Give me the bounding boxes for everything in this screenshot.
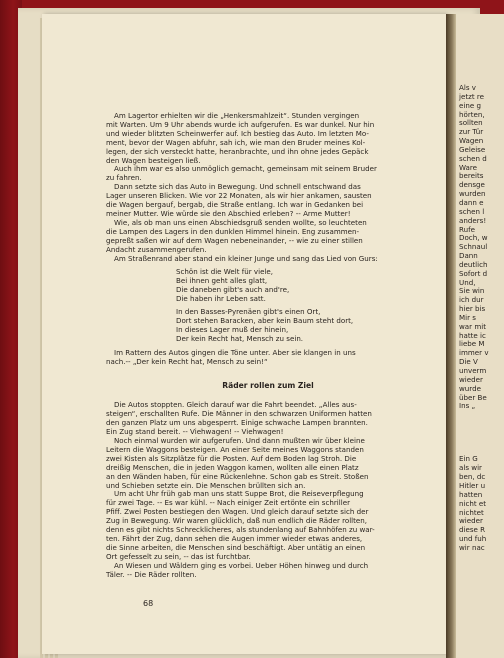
- right-page-line: Hitler u: [459, 480, 486, 490]
- right-page-line: Mir s: [459, 312, 476, 322]
- right-page-line: anders!: [459, 215, 487, 225]
- right-page-line: wieder: [459, 374, 483, 384]
- paragraph: An Wiesen und Wäldern ging es vorbei. Ueber Höhen hinweg und durch Täler. -- Die Räder rollten.: [106, 560, 369, 579]
- right-page-line: Ein G: [459, 454, 478, 464]
- book-gutter: [446, 14, 456, 658]
- right-page-line: hatte ic: [459, 330, 486, 340]
- right-page-line: wurde: [459, 383, 481, 393]
- right-page: [456, 14, 504, 658]
- paragraph: Auch ihm war es also unmöglich gemacht, gemeinsam mit seinem Bruder zu fahren.: [106, 164, 377, 183]
- right-page-line: Die V: [459, 357, 478, 367]
- right-page-line: war mit: [459, 321, 486, 331]
- paragraph: Noch einmal wurden wir aufgerufen. Und dann mußten wir über kleine Leitern die Waggons besteigen. An einer Seite meines Waggons standen zwei Kisten als Sitzplätze für die Posten. Auf dem Boden lag Stroh. Die dreißig Menschen, die in jeden Waggon kamen, wollten alle einen Platz an den Wänden haben, für eine Rückenlehne. Schon gab es Streit. Stoßen und Schieben setzte ein. Die Menschen brüllten sich an.: [106, 436, 369, 490]
- right-page-line: diese R: [459, 525, 486, 535]
- right-page-line: hier bis: [459, 304, 486, 314]
- right-page-line: Schnaul: [459, 242, 488, 252]
- right-page-line: deutlich: [459, 259, 488, 269]
- poem-line: Schön ist die Welt für viele,: [176, 267, 274, 277]
- right-page-line: ben, dc: [459, 472, 486, 482]
- right-page-line: jetzt re: [459, 91, 485, 101]
- poem-line: In dieses Lager muß der hinein,: [176, 324, 289, 334]
- right-page-line: Geleise: [459, 144, 486, 154]
- right-page-line: eine g: [459, 100, 481, 110]
- right-page-line: liebe M: [459, 339, 485, 349]
- section-heading: Räder rollen zum Ziel: [222, 381, 314, 391]
- left-page-text: [98, 112, 438, 580]
- right-page-line: dann e: [459, 197, 484, 207]
- right-page-line: [456, 411, 504, 420]
- right-page-line: Doch, w: [459, 233, 488, 243]
- paragraph: Im Rattern des Autos gingen die Töne unter. Aber sie klangen in uns nach.-- „Der kein Recht hat, Mensch zu sein!“: [106, 347, 356, 366]
- right-page-line: hatten: [459, 489, 483, 499]
- page-number: 68: [143, 599, 154, 608]
- right-page-line: und fuh: [459, 534, 487, 544]
- right-page-line: als wir: [459, 463, 482, 473]
- paragraph: Am Lagertor erhielten wir die „Henkersmahlzeit“. Stunden vergingen mit Warten. Um 9 Uhr abends wurde ich aufgerufen. Es war dunkel. Nur hin und wieder blitzten Scheinwerfer auf. Ich bestieg das Auto. Im letzten Mo- ment, bevor der Wagen abfuhr, sah ich, wie man den Bruder meines Kol- legen, der sich versteckt hatte, heranbrachte, und ihn ohne jedes Gepäck den Wagen besteigen ließ.: [106, 111, 375, 165]
- poem-line: Die daneben gibt's auch and're,: [176, 285, 290, 295]
- right-page-line: [456, 420, 504, 429]
- right-page-line: schen d: [459, 153, 487, 163]
- paragraph: Die Autos stoppten. Gleich darauf war die Fahrt beendet. „Alles aus- steigen“, erschallten Rufe. Die Männer in den schwarzen Uniformen hatten den ganzen Platz um uns abgesperrt. Einige schwache Lampen brannten. Ein Zug stand bereit. -- Viehwagen! -- Viehwagen!: [106, 400, 372, 437]
- right-page-line: densge: [459, 180, 485, 190]
- poem-line: Die haben ihr Leben satt.: [176, 294, 266, 304]
- right-page-line: Und,: [459, 277, 476, 287]
- right-page-line: hörten,: [459, 109, 485, 119]
- right-page-line: Wagen: [459, 136, 484, 146]
- paragraph: Am Straßenrand aber stand ein kleiner Junge und sang das Lied von Gurs:: [114, 253, 378, 263]
- right-page-line: ich dur: [459, 295, 484, 305]
- poem: [176, 268, 438, 343]
- right-page-text: [456, 84, 504, 553]
- right-page-line: wieder: [459, 516, 483, 526]
- right-page-line: nichtet: [459, 507, 484, 517]
- right-page-line: schen l: [459, 206, 485, 216]
- paragraph: Um acht Uhr früh gab man uns statt Suppe Brot, die Reiseverpflegung für zwei Tage. -- Es war kühl. -- Nach einiger Zeit ertönte ein schriller Pfiff. Zwei Posten bestiegen den Wagen. Und gleich darauf setzte sich der Zug in Bewegung. Wir waren glücklich, daß nun endlich die Räder rollten, denn es gibt nichts Schrecklicheres, als stundenlang auf Bahnhöfen zu war- ten. Fährt der Zug, dann sehen die Augen immer wieder etwas anderes, die Sinne arbeiten, die Menschen sind beschäftigt. Aber untätig an einen Ort gefesselt zu sein, -- das ist furchtbar.: [106, 489, 375, 561]
- right-page-line: sollten: [459, 118, 483, 128]
- right-page-line: Ins „: [459, 401, 476, 411]
- right-page-line: bereits: [459, 171, 484, 181]
- right-page-line: Rufe: [459, 224, 475, 234]
- right-page-line: über Be: [459, 392, 487, 402]
- paragraph: Wie, als ob man uns einen Abschiedsgruß senden wollte, so leuchteten die Lampen des Lagers in den dunklen Himmel hinein. Eng zusammen- gepreßt saßen wir auf dem Wagen nebeneinander, -- wie zu einer stillen Andacht zusammengerufen.: [106, 217, 367, 254]
- right-page-line: unverm: [459, 366, 487, 375]
- right-page-line: zur Tür: [459, 127, 484, 137]
- right-page-line: wir nac: [459, 542, 485, 552]
- paragraph: Dann setzte sich das Auto in Bewegung. Und schnell entschwand das Lager unseren Blicken. Wie vor 22 Monaten, als wir hier ankamen, sausten die Wagen bergauf, bergab, die Straße entlang. Ich war in Gedanken bei meiner Mutter. Wie würde sie den Abschied erleben? -- Arme Mutter!: [106, 182, 372, 218]
- right-page-line: Sie win: [459, 286, 485, 296]
- poem-line: In den Basses-Pyrenäen gibt's einen Ort,: [176, 307, 321, 317]
- poem-line: Dort stehen Baracken, aber kein Baum steht dort,: [176, 315, 354, 325]
- right-page-line: nicht et: [459, 498, 487, 508]
- right-page-line: Ware: [459, 162, 478, 172]
- right-page-line: [456, 438, 504, 447]
- right-page-line: immer v: [459, 348, 489, 358]
- poem-line: Bei ihnen geht alles glatt,: [176, 276, 268, 286]
- right-page-line: wurden: [459, 189, 486, 199]
- right-page-line: [456, 429, 504, 438]
- right-page-line: Als v: [459, 83, 476, 92]
- right-page-line: Dann: [459, 251, 478, 261]
- right-page-line: Sofort d: [459, 268, 488, 278]
- poem-line: Der kein Recht hat, Mensch zu sein.: [176, 333, 304, 343]
